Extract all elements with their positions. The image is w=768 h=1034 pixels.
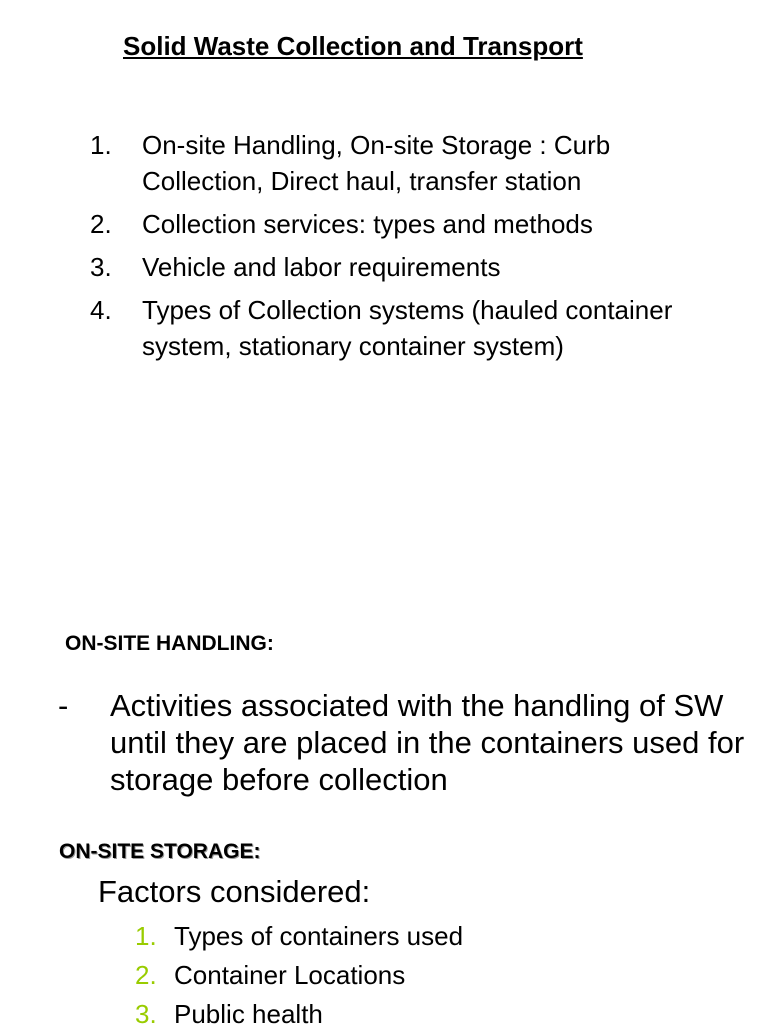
on-site-handling-bullet bbox=[58, 687, 758, 798]
on-site-storage-heading: ON-SITE STORAGE: bbox=[59, 840, 261, 863]
topic-text: Collection services: types and methods bbox=[142, 209, 593, 239]
factors-subheading: Factors considered: bbox=[98, 874, 371, 909]
topic-text: Types of Collection systems (hauled container system, stationary container system) bbox=[142, 295, 673, 361]
topic-text: Vehicle and labor requirements bbox=[142, 252, 501, 282]
factor-number: 3. bbox=[135, 999, 157, 1029]
factor-text: Container Locations bbox=[174, 960, 406, 990]
topic-number: 2. bbox=[90, 209, 112, 239]
topic-text: On-site Handling, On-site Storage : Curb Collection, Direct haul, transfer station bbox=[142, 130, 611, 196]
factor-item bbox=[135, 917, 735, 956]
bullet-marker: - bbox=[58, 688, 69, 723]
topic-item bbox=[90, 127, 730, 199]
topic-item bbox=[90, 292, 730, 364]
factors-list bbox=[135, 917, 735, 1034]
factor-item bbox=[135, 956, 735, 995]
factor-text: Types of containers used bbox=[174, 921, 464, 951]
on-site-handling-text: Activities associated with the handling of SW until they are placed in the containers used for storage before collection bbox=[110, 688, 745, 797]
on-site-handling-heading: ON-SITE HANDLING: bbox=[65, 632, 274, 655]
topic-number: 3. bbox=[90, 252, 112, 282]
topic-number: 1. bbox=[90, 130, 112, 160]
topic-item bbox=[90, 249, 730, 285]
factor-number: 1. bbox=[135, 921, 157, 951]
topic-item bbox=[90, 206, 730, 242]
topic-number: 4. bbox=[90, 295, 112, 325]
factor-item bbox=[135, 995, 735, 1034]
factor-text: Public health bbox=[174, 999, 323, 1029]
factor-number: 2. bbox=[135, 960, 157, 990]
topics-list bbox=[90, 127, 730, 371]
document-title: Solid Waste Collection and Transport bbox=[123, 31, 583, 61]
